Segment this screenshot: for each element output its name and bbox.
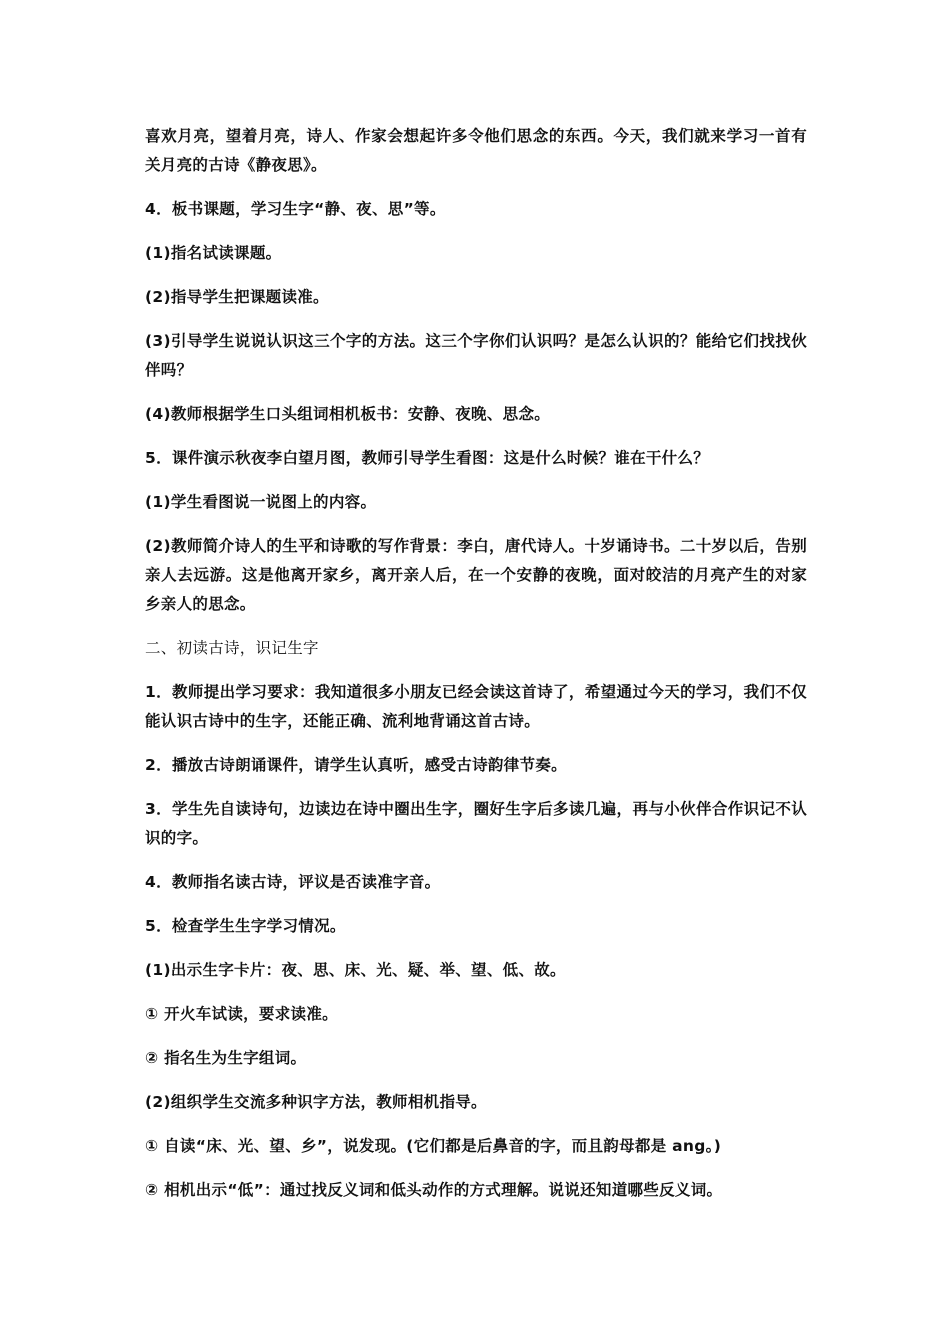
paragraph: 喜欢月亮，望着月亮，诗人、作家会想起许多令他们思念的东西。今天，我们就来学习一首有关月亮的古诗《静夜思》。 [145, 127, 807, 174]
paragraph: (4)教师根据学生口头组词相机板书：安静、夜晚、思念。 [145, 405, 551, 423]
paragraph: (2)教师简介诗人的生平和诗歌的写作背景：李白，唐代诗人。十岁诵诗书。二十岁以后，告别亲人去远游。这是他离开家乡，离开亲人后，在一个安静的夜晚，面对皎洁的月亮产生的对家乡亲人的思念。 [145, 537, 807, 613]
paragraph: 4．板书课题，学习生字“静、夜、思”等。 [145, 200, 446, 218]
section-heading: 二、初读古诗，识记生字 [145, 639, 319, 657]
paragraph: 5．课件演示秋夜李白望月图，教师引导学生看图：这是什么时候？谁在干什么？ [145, 449, 710, 467]
paragraph: 1．教师提出学习要求：我知道很多小朋友已经会读这首诗了，希望通过今天的学习，我们不仅能认识古诗中的生字，还能正确、流利地背诵这首古诗。 [145, 683, 807, 730]
paragraph: (3)引导学生说说认识这三个字的方法。这三个字你们认识吗？是怎么认识的？能给它们找找伙伴吗？ [145, 332, 807, 379]
paragraph: 4．教师指名读古诗，评议是否读准字音。 [145, 873, 441, 891]
paragraph: ① 开火车试读，要求读准。 [145, 1005, 338, 1023]
paragraph: 2．播放古诗朗诵课件，请学生认真听，感受古诗韵律节奏。 [145, 756, 567, 774]
paragraph: (2)指导学生把课题读准。 [145, 288, 329, 306]
paragraph: (2)组织学生交流多种识字方法，教师相机指导。 [145, 1093, 487, 1111]
paragraph: (1)出示生字卡片：夜、思、床、光、疑、举、望、低、故。 [145, 961, 566, 979]
paragraph: ② 相机出示“低”：通过找反义词和低头动作的方式理解。说说还知道哪些反义词。 [145, 1181, 723, 1199]
paragraph: (1)学生看图说一说图上的内容。 [145, 493, 377, 511]
paragraph: (1)指名试读课题。 [145, 244, 282, 262]
document-page [145, 122, 807, 1220]
paragraph: ① 自读“床、光、望、乡”，说发现。(它们都是后鼻音的字，而且韵母都是 ang。) [145, 1137, 722, 1155]
paragraph: 3．学生先自读诗句，边读边在诗中圈出生字，圈好生字后多读几遍，再与小伙伴合作识记不认识的字。 [145, 800, 807, 847]
paragraph: ② 指名生为生字组词。 [145, 1049, 307, 1067]
paragraph: 5．检查学生生字学习情况。 [145, 917, 346, 935]
